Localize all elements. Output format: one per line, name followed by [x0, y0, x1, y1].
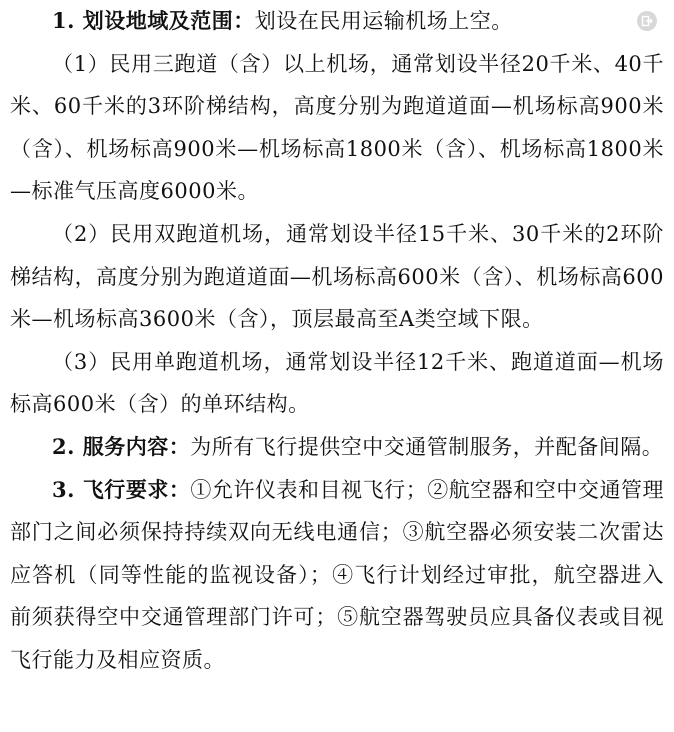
item-single-runway: （3）民用单跑道机场，通常划设半径12千米、跑道道面—机场标高600米（含）的单环结构。 [10, 349, 664, 417]
section-flight-heading: 3. 飞行要求： [52, 476, 191, 502]
section-services-heading: 2. 服务内容： [52, 433, 191, 459]
section-scope-text: 划设在民用运输机场上空。 [254, 9, 513, 33]
section-flight-text: ①允许仪表和目视飞行；②航空器和空中交通管理部门之间必须保持持续双向无线电通信；③航空器必须安装二次雷达应答机（同等性能的监视设备）；④飞行计划经过审批，航空器进入前须获得空中交通管理部门许可；⑤航空器驾驶员应具备仪表或目视飞行能力及相应资质。 [10, 477, 664, 672]
item-two-runway: （2）民用双跑道机场，通常划设半径15千米、30千米的2环阶梯结构，高度分别为跑道道面—机场标高600米（含）、机场标高600米—机场标高3600米（含），顶层最高至A类空域下限。 [10, 221, 664, 332]
section-flight-requirements [10, 469, 664, 682]
section-services [10, 426, 664, 469]
section-scope-heading: 1. 划设地域及范围： [52, 8, 255, 33]
document-body [10, 0, 664, 682]
section-scope [10, 0, 664, 43]
item-three-runway: （1）民用三跑道（含）以上机场，通常划设半径20千米、40千米、60千米的3环阶梯结构，高度分别为跑道道面—机场标高900米（含）、机场标高900米—机场标高1800米（含）、机场标高1800米—标准气压高度6000米。 [10, 51, 664, 204]
section-services-text: 为所有飞行提供空中交通管制服务，并配备间隔。 [190, 434, 664, 459]
